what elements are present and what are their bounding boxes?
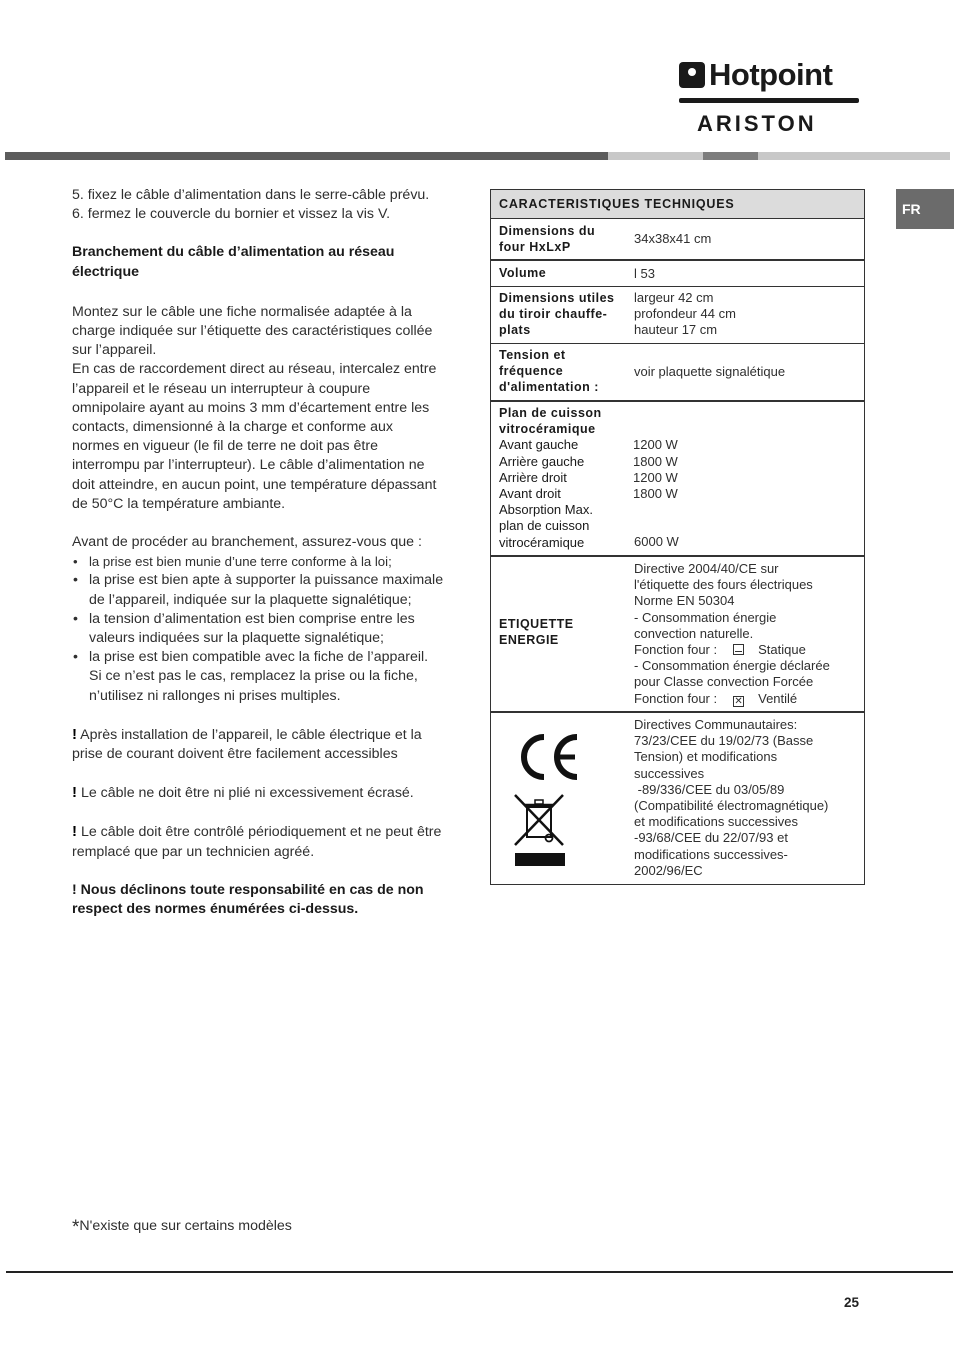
energy-line: - Consommation énergie déclarée <box>634 658 830 674</box>
paragraph-2: En cas de raccordement direct au réseau, intercalez entre l’appareil et le réseau un interrupteur à coupure omnipolaire ayant au moins 3 mm d’écartement entre les contacts, dimensionné à la charge et conforme aux normes en vigueur (le fil de terre ne doit pas être interrompu par l’interrupteur). Le câble d’alimentation ne doit atteindre, en aucun point, une température dépassant de 50°C la température ambiante. <box>72 361 437 512</box>
hob-max-label: plan de cuisson <box>499 518 590 534</box>
directive-line: Directives Communautaires: <box>634 717 798 732</box>
page-number: 25 <box>844 1295 860 1310</box>
directive-line: -93/68/CEE du 22/07/93 et <box>634 830 788 846</box>
footnote-star: * <box>72 1217 80 1238</box>
spec-value: hauteur 17 cm <box>634 322 718 338</box>
energy-function-static: Fonction four : Statique <box>634 642 806 658</box>
warning-4: ! Nous déclinons toute responsabilité en cas de non respect des normes énumérées ci-dessus. <box>72 881 424 918</box>
spec-row-tension <box>491 344 864 402</box>
list-item: • la prise est bien apte à supporter la puissance maximale de l’appareil, indiquée sur la plaquette signalétique; <box>72 571 444 609</box>
spec-label: Plan de cuisson vitrocéramique <box>499 406 602 437</box>
specs-table-title: CARACTERISTIQUES TECHNIQUES <box>491 190 864 219</box>
brand-logo <box>679 58 861 138</box>
step-6: 6. fermez le couvercle du bornier et vissez la vis V. <box>72 206 391 223</box>
spec-label: Tension et fréquence d'alimentation : <box>499 348 599 395</box>
footnote <box>72 1217 292 1239</box>
energy-line: Directive 2004/40/CE sur <box>634 561 779 576</box>
fan-mode-icon: ✕ <box>734 695 743 707</box>
energy-line: Norme EN 50304 <box>634 593 735 609</box>
warning-mark: ! <box>72 784 77 802</box>
warning-mark: ! <box>72 823 77 841</box>
spec-row-drawer <box>491 287 864 344</box>
logo-mark-icon <box>679 62 705 88</box>
hob-zone: Arrière gauche <box>499 453 585 469</box>
directive-line: et modifications successives <box>634 814 799 830</box>
static-mode-icon <box>733 644 744 655</box>
warning-1: ! Après installation de l’appareil, le câble électrique et la prise de courant doivent être facilement accessibles <box>72 725 422 763</box>
hob-value: 1800 W <box>633 453 678 469</box>
spec-value: voir plaquette signalétique <box>634 364 786 379</box>
warning-3: ! Le câble doit être contrôlé périodiquement et ne peut être remplacé que par un technicien agréé. <box>72 823 442 860</box>
hob-zone: Avant gauche <box>499 437 579 453</box>
ce-mark-icon <box>515 731 581 783</box>
hob-value: 1800 W <box>633 486 678 501</box>
hob-value: 1200 W <box>633 469 678 485</box>
directive-line: -89/336/CEE du 03/05/89 <box>634 781 785 797</box>
spec-row-dimensions <box>491 219 864 260</box>
header-stripe-dark <box>5 152 608 160</box>
logo-hotpoint: Hotpoint <box>709 57 833 92</box>
hob-max-label: vitrocéramique <box>499 534 585 550</box>
specs-table <box>490 189 865 885</box>
spec-label: ETIQUETTE ENERGIE <box>499 617 574 648</box>
list-item: • la prise est bien munie d’une terre conforme à la loi; <box>72 552 444 571</box>
spec-value: 34x38x41 cm <box>634 231 712 246</box>
energy-line: - Consommation énergie <box>634 609 777 625</box>
list-item: • la prise est bien compatible avec la fiche de l’appareil. Si ce n’est pas le cas, remplacez la prise ou la fiche, n’utilisez ni rallonges ni prises multiples. <box>72 648 444 706</box>
spec-row-energy <box>491 557 864 713</box>
paragraph-1: Montez sur le câble une fiche normalisée adaptée à la charge indiquée sur l’étiquette des caractéristiques collée sur l’appareil. <box>72 303 433 359</box>
hob-max-value: 6000 W <box>634 534 679 549</box>
directive-line: successives <box>634 765 705 781</box>
step-5: 5. fixez le câble d’alimentation dans le serre-câble prévu. <box>72 187 430 203</box>
spec-value: profondeur 44 cm <box>634 306 736 322</box>
directive-line: Tension) et modifications <box>634 749 778 765</box>
hob-zone: Avant droit <box>499 486 561 502</box>
warning-mark: ! <box>72 725 77 743</box>
logo-ariston: ARISTON <box>697 111 817 136</box>
spec-label: Dimensions du four HxLxP <box>499 224 596 255</box>
paragraph-3: Avant de procéder au branchement, assurez-vous que : <box>72 534 422 551</box>
left-column <box>72 186 444 919</box>
energy-line: l'étiquette des fours électriques <box>634 577 813 593</box>
list-item: • la tension d’alimentation est bien comprise entre les valeurs indiquées sur la plaquette signalétique; <box>72 610 444 648</box>
spec-label: Volume <box>499 266 547 280</box>
footer-rule <box>6 1271 953 1273</box>
language-tab: FR <box>896 189 954 229</box>
directive-line: 73/23/CEE du 19/02/73 (Basse <box>634 733 814 749</box>
spec-value: largeur 42 cm <box>634 290 714 305</box>
directive-line: 2002/96/EC <box>634 862 703 878</box>
bullet-list <box>72 552 444 706</box>
hob-zone: Arrière droit <box>499 469 567 485</box>
directive-line: (Compatibilité électromagnétique) <box>634 798 829 814</box>
hob-value: 1200 W <box>633 437 678 453</box>
weee-bin-icon <box>513 793 567 867</box>
energy-line: convection naturelle. <box>634 625 754 641</box>
header-stripe-light-1 <box>608 152 703 160</box>
header-stripe-light-2 <box>758 152 950 160</box>
logo-bar <box>679 98 859 103</box>
spec-label: Dimensions utiles du tiroir chauffe-plats <box>499 291 615 338</box>
directive-line: modifications successives- <box>634 846 788 862</box>
header-stripe-mid <box>703 152 758 160</box>
spec-value: l 53 <box>634 266 655 281</box>
energy-line: pour Classe convection Forcée <box>634 674 814 690</box>
warning-2: ! Le câble ne doit être ni plié ni excessivement écrasé. <box>72 784 414 802</box>
hob-max-label: Absorption Max. <box>499 502 593 518</box>
section-heading: Branchement du câble d’alimentation au réseau électrique <box>72 244 395 280</box>
spec-row-directives <box>491 713 864 884</box>
logo-top <box>679 58 861 92</box>
footnote-text: N'existe que sur certains modèles <box>79 1218 292 1234</box>
spec-row-volume <box>491 260 864 287</box>
spec-row-hob <box>491 402 864 557</box>
energy-function-fan: Fonction four : ✕ Ventilé <box>634 690 798 707</box>
